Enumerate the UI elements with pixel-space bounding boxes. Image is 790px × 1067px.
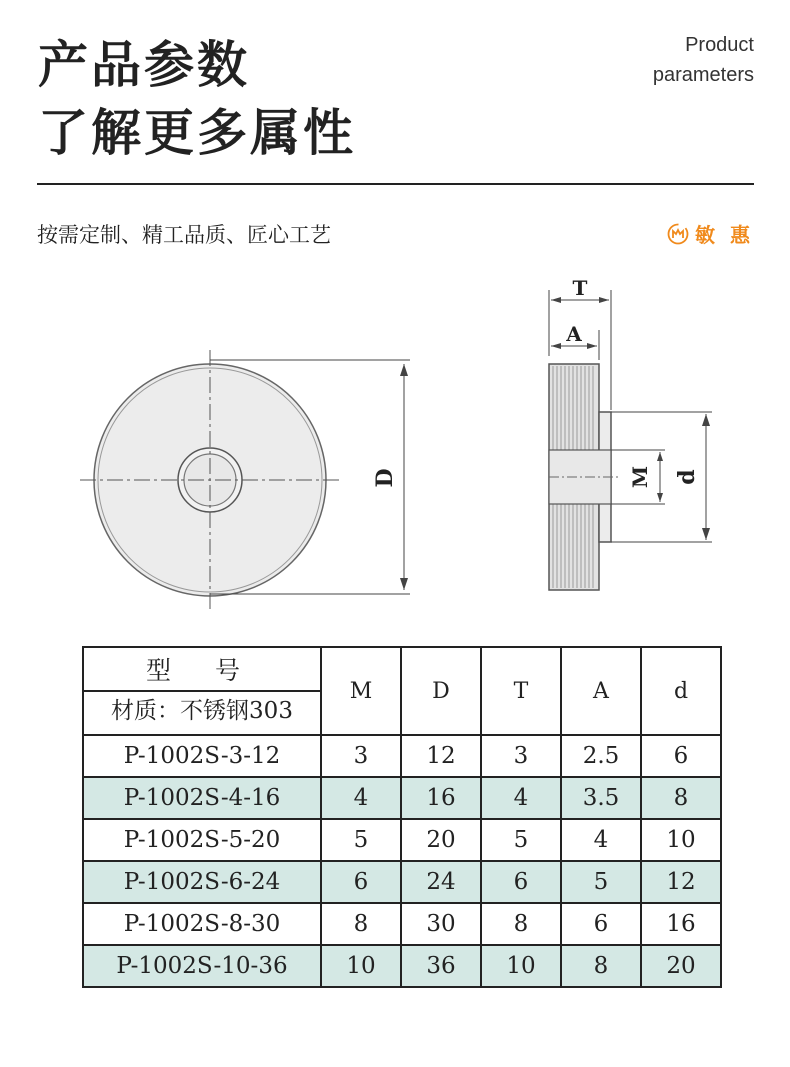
cell-D: 16: [401, 777, 481, 819]
cell-d: 10: [641, 819, 721, 861]
cell-D: 20: [401, 819, 481, 861]
cell-model: P-1002S-3-12: [83, 735, 321, 777]
cell-model: P-1002S-6-24: [83, 861, 321, 903]
cell-D: 30: [401, 903, 481, 945]
cell-M: 10: [321, 945, 401, 987]
side-view: [549, 276, 712, 590]
header-col-T: T: [481, 647, 561, 735]
english-title-line2: parameters: [652, 64, 754, 86]
table-header-row: [83, 647, 721, 735]
cell-A: 3.5: [561, 777, 641, 819]
cell-d: 6: [641, 735, 721, 777]
table-row: [83, 777, 721, 819]
cell-T: 4: [481, 777, 561, 819]
cell-M: 5: [321, 819, 401, 861]
spec-table: [82, 646, 722, 988]
cell-d: 16: [641, 903, 721, 945]
cell-D: 24: [401, 861, 481, 903]
english-title: [653, 30, 754, 90]
cell-A: 5: [561, 861, 641, 903]
cell-D: 36: [401, 945, 481, 987]
cell-model: P-1002S-10-36: [83, 945, 321, 987]
table-row: [83, 819, 721, 861]
cell-A: 2.5: [561, 735, 641, 777]
slogan: 按需定制、精工品质、匠心工艺: [37, 223, 331, 247]
cell-D: 12: [401, 735, 481, 777]
table-row: [83, 945, 721, 987]
cell-d: 12: [641, 861, 721, 903]
cell-model: P-1002S-8-30: [83, 903, 321, 945]
brand-name: 敏 惠: [695, 223, 754, 247]
table-row: [83, 735, 721, 777]
cell-M: 6: [321, 861, 401, 903]
english-title-line1: Product: [685, 34, 754, 56]
cell-model: P-1002S-5-20: [83, 819, 321, 861]
label-A: A: [566, 322, 582, 346]
header-material-label: 材质：不锈钢303: [84, 690, 320, 730]
header-divider: [37, 183, 754, 185]
front-view: [80, 350, 410, 610]
page-title-line2: 了解更多属性: [38, 104, 356, 162]
cell-d: 8: [641, 777, 721, 819]
header-model-label: 型 号: [146, 656, 258, 685]
cell-M: 4: [321, 777, 401, 819]
cell-T: 10: [481, 945, 561, 987]
header-col-D: D: [401, 647, 481, 735]
header-col-A: A: [561, 647, 641, 735]
cell-T: 6: [481, 861, 561, 903]
cell-model: P-1002S-4-16: [83, 777, 321, 819]
header-model: [83, 647, 321, 735]
cell-d: 20: [641, 945, 721, 987]
cell-A: 4: [561, 819, 641, 861]
header-col-M: M: [321, 647, 401, 735]
brand: [667, 219, 754, 248]
table-row: [83, 861, 721, 903]
label-d: d: [674, 469, 700, 485]
brand-logo-icon: [667, 223, 689, 245]
cell-T: 5: [481, 819, 561, 861]
label-T: T: [572, 276, 588, 300]
cell-T: 8: [481, 903, 561, 945]
table-row: [83, 903, 721, 945]
cell-A: 8: [561, 945, 641, 987]
cell-M: 3: [321, 735, 401, 777]
header-col-d: d: [641, 647, 721, 735]
cell-A: 6: [561, 903, 641, 945]
page-title-line1: 产品参数: [38, 36, 250, 94]
label-D: D: [372, 468, 398, 488]
technical-drawing: [0, 260, 790, 630]
cell-T: 3: [481, 735, 561, 777]
label-M: M: [628, 465, 652, 489]
cell-M: 8: [321, 903, 401, 945]
